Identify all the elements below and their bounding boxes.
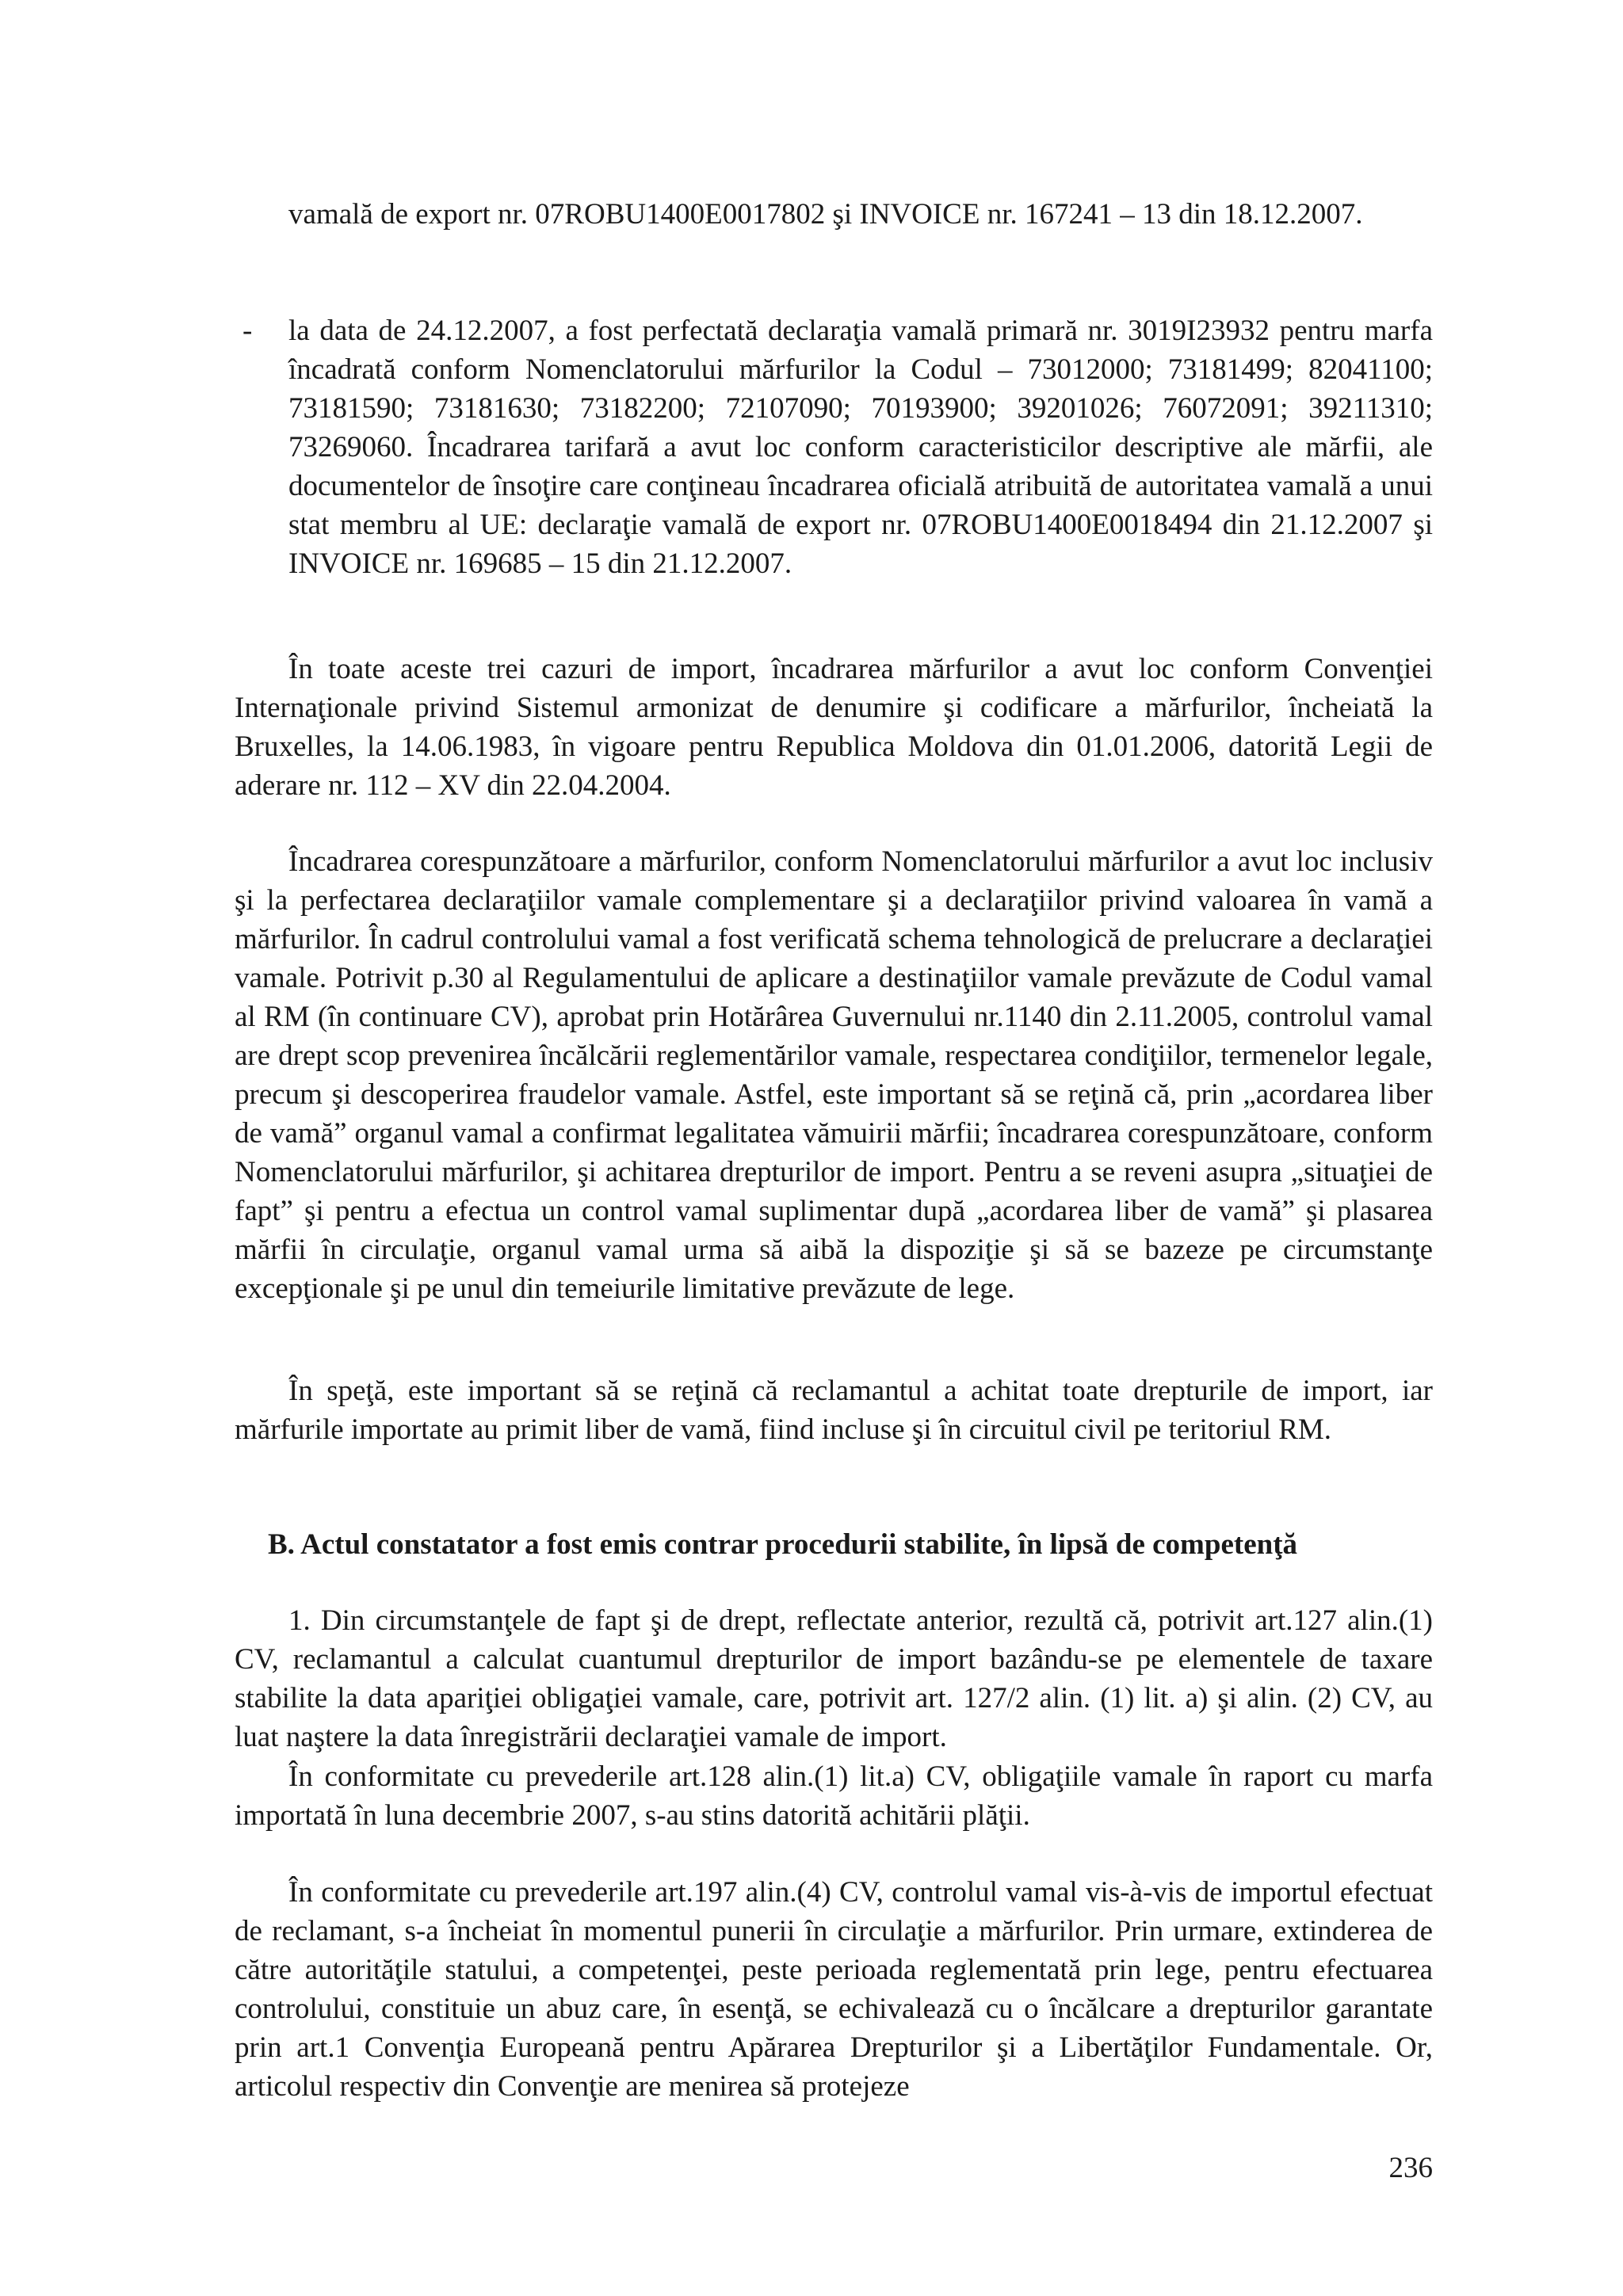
paragraph-art-127: 1. Din circumstanţele de fapt şi de drept, reflectate anterior, rezultă că, potrivit art.127 alin.(1) CV, reclamantul a calculat cuantumul drepturilor de import bazându-se pe elementele de taxare stabilite la data apariţiei obligaţiei vamale, care, potrivit art. 127/2 alin. (1) lit. a) şi alin. (2) CV, au luat naştere la data înregistrării declaraţiei vamale de import.	[235, 1604, 1433, 1753]
page-number: 236	[1388, 2152, 1433, 2184]
paragraph-import-classification: În toate aceste trei cazuri de import, încadrarea mărfurilor a avut loc conform Convenţiei Internaţionale privind Sistemul armonizat de denumire şi codificare a mărfurilor, încheiată la Bruxelles, la 14.06.1983, în vigoare pentru Republica Moldova din 01.01.2006, datorită Legii de aderare nr. 112 – XV din 22.04.2004.	[235, 653, 1433, 802]
bullet-marker: -	[242, 315, 253, 347]
paragraph-art-197: În conformitate cu prevederile art.197 alin.(4) CV, controlul vamal vis-à-vis de importul efectuat de reclamant, s-a încheiat în momentul punerii în circulaţie a mărfurilor. Prin urmare, extinderea de către autorităţile statului, a competenţei, peste perioada reglementată prin lege, pentru efectuarea controlului, constituie un abuz care, în esenţă, se echivalează cu o încălcare a drepturilor garantate prin art.1 Convenţia Europeană pentru Apărarea Drepturilor şi a Libertăţilor Fundamentale. Or, articolul respectiv din Convenţie are menirea să protejeze	[235, 1876, 1433, 2103]
paragraph-customs-control: Încadrarea corespunzătoare a mărfurilor, conform Nomenclatorului mărfurilor a avut loc inclusiv şi la perfectarea declaraţiilor vamale complementare şi a declaraţiilor privind valoarea în vamă a mărfurilor. În cadrul controlului vamal a fost verificată schema tehnologică de prelucrare a declaraţiei vamale. Potrivit p.30 al Regulamentului de aplicare a destinaţiilor vamale prevăzute de Codul vamal al RM (în continuare CV), aprobat prin Hotărârea Guvernului nr.1140 din 2.11.2005, controlul vamal are drept scop prevenirea încălcării reglementărilor vamale, respectarea condiţiilor, termenelor legale, precum şi descoperirea fraudelor vamale. Astfel, este important să se reţină că, prin „acordarea liber de vamă” organul vamal a confirmat legalitatea vămuirii mărfii; încadrarea corespunzătoare, conform Nomenclatorului mărfurilor, şi achitarea drepturilor de import. Pentru a se reveni asupra „situaţiei de fapt” şi pentru a efectua un control vamal suplimentar după „acordarea liber de vamă” şi plasarea mărfii în circulaţie, organul vamal urma să aibă la dispoziţie şi să se bazeze pe circumstanţe excepţionale şi pe unul din temeiurile limitative prevăzute de lege.	[235, 845, 1433, 1305]
paragraph-art-128: În conformitate cu prevederile art.128 alin.(1) lit.a) CV, obligaţiile vamale în raport cu marfa importată în luna decembrie 2007, s-au stins datorită achitării plăţii.	[235, 1760, 1433, 1832]
bullet-item-customs-declaration: la data de 24.12.2007, a fost perfectată declaraţia vamală primară nr. 3019I23932 pentru marfa încadrată conform Nomenclatorului mărfurilor la Codul – 73012000; 73181499; 82041100; 73181590; 73181630; 73182200; 72107090; 70193900; 39201026; 76072091; 39211310; 73269060. Încadrarea tarifară a avut loc conform caracteristicilor descriptive ale mărfii, ale documentelor de însoţire care conţineau încadrarea oficială atribuită de autoritatea vamală a unui stat membru al UE: declaraţie vamală de export nr. 07ROBU1400E0018494 din 21.12.2007 şi INVOICE nr. 169685 – 15 din 21.12.2007.	[288, 315, 1433, 580]
paragraph-duties-paid: În speţă, este important să se reţină că reclamantul a achitat toate drepturile de import, iar mărfurile importate au primit liber de vamă, fiind incluse şi în circuitul civil pe teritoriul RM.	[235, 1375, 1433, 1446]
section-heading: B. Actul constatator a fost emis contrar procedurii stabilite, în lipsă de competenţă	[268, 1528, 1298, 1561]
continuation-fragment: vamală de export nr. 07ROBU1400E0017802 şi INVOICE nr. 167241 – 13 din 18.12.2007.	[288, 198, 1363, 231]
